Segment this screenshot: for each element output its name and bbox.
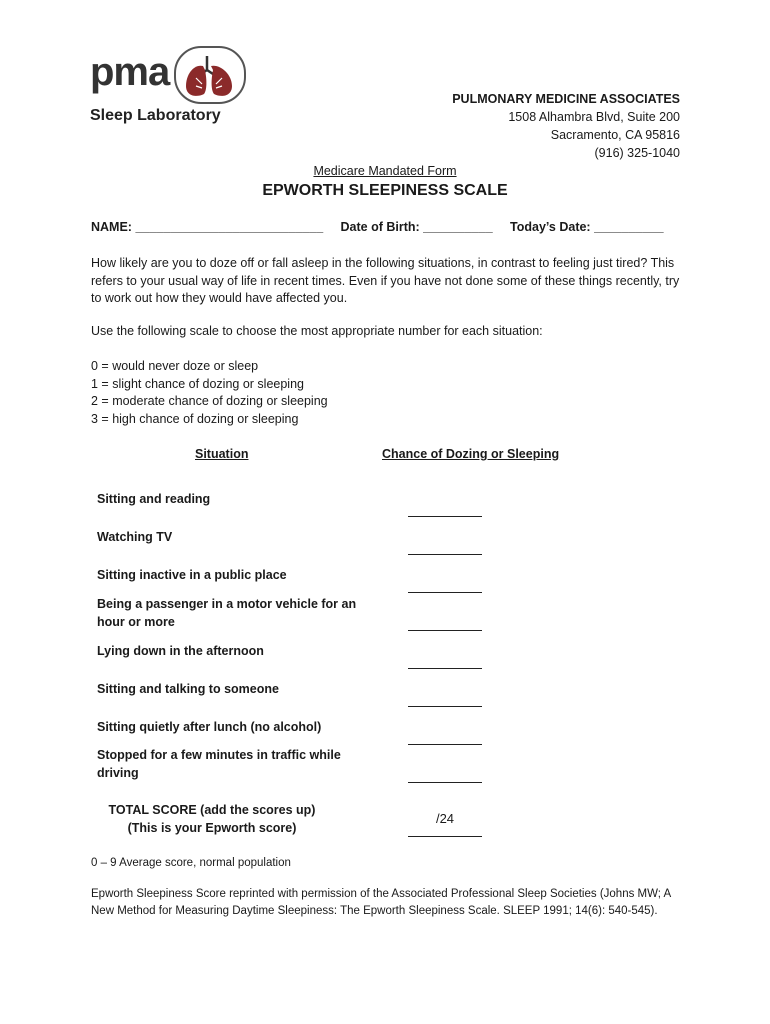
situation-label: Being a passenger in a motor vehicle for an hour or more [97,597,357,629]
situation-label: Sitting and talking to someone [97,682,279,696]
score-blank-afternoon[interactable] [408,668,482,669]
lab-name: Sleep Laboratory [90,107,221,124]
score-blank-public-place[interactable] [408,592,482,593]
org-name: PULMONARY MEDICINE ASSOCIATES [452,92,680,106]
lungs-logo-icon [174,46,246,109]
address-line1: 1508 Alhambra Blvd, Suite 200 [508,110,680,124]
scale-item: 3 = high chance of dozing or sleeping [91,411,299,426]
scale-item: 2 = moderate chance of dozing or sleeping [91,394,328,408]
mandated-label: Medicare Mandated Form [313,164,457,178]
address-line2: Sacramento, CA 95816 [550,128,680,142]
situation-label: Sitting quietly after lunch (no alcohol) [97,720,322,734]
situation-label: Lying down in the afternoon [97,644,264,658]
scale-list [91,358,328,428]
patient-fields-line[interactable]: NAME: ___________________________ Date of Birth: __________ Today’s Date: __________ [91,220,664,234]
citation: Epworth Sleepiness Score reprinted with permission of the Associated Professional Sleep Societies (Johns MW; A New Method for Measuring Daytime Sleepiness: The Epworth Sleepiness Scale. SLEEP 1991; 14(6): 540-545). [91,888,671,917]
score-blank-after-lunch[interactable] [408,744,482,745]
total-score-blank[interactable] [408,836,482,837]
scale-item: 0 = would never doze or sleep [91,359,259,373]
score-blank-reading[interactable] [408,516,482,517]
score-blank-talking[interactable] [408,706,482,707]
average-note: 0 – 9 Average score, normal population [91,857,291,869]
situation-label: Sitting and reading [97,492,211,506]
total-score-max: /24 [435,811,455,826]
phone: (916) 325-1040 [594,146,680,160]
total-line1: TOTAL SCORE (add the scores up) [108,803,316,817]
logo-wordmark: pma [90,50,170,94]
scale-intro: Use the following scale to choose the most appropriate number for each situation: [91,324,543,338]
situation-label: Stopped for a few minutes in traffic while driving [97,748,341,780]
org-block [452,90,680,162]
total-line2: (This is your Epworth score) [127,821,297,835]
situation-label: Sitting inactive in a public place [97,568,287,582]
instructions-paragraph: How likely are you to doze off or fall asleep in the following situations, in contrast to feeling just tired? This refers to your usual way of life in recent times. Even if you have not done some of these things recently, try to work out how they would have affected you. [91,256,680,305]
score-blank-traffic[interactable] [408,782,482,783]
chance-header: Chance of Dozing or Sleeping [382,447,560,461]
scale-item: 1 = slight chance of dozing or sleeping [91,376,304,391]
score-blank-tv[interactable] [408,554,482,555]
score-blank-passenger[interactable] [408,630,482,631]
situation-header: Situation [195,447,249,461]
form-title: EPWORTH SLEEPINESS SCALE [262,182,508,199]
situation-label: Watching TV [97,530,173,544]
total-score-label [97,801,327,837]
